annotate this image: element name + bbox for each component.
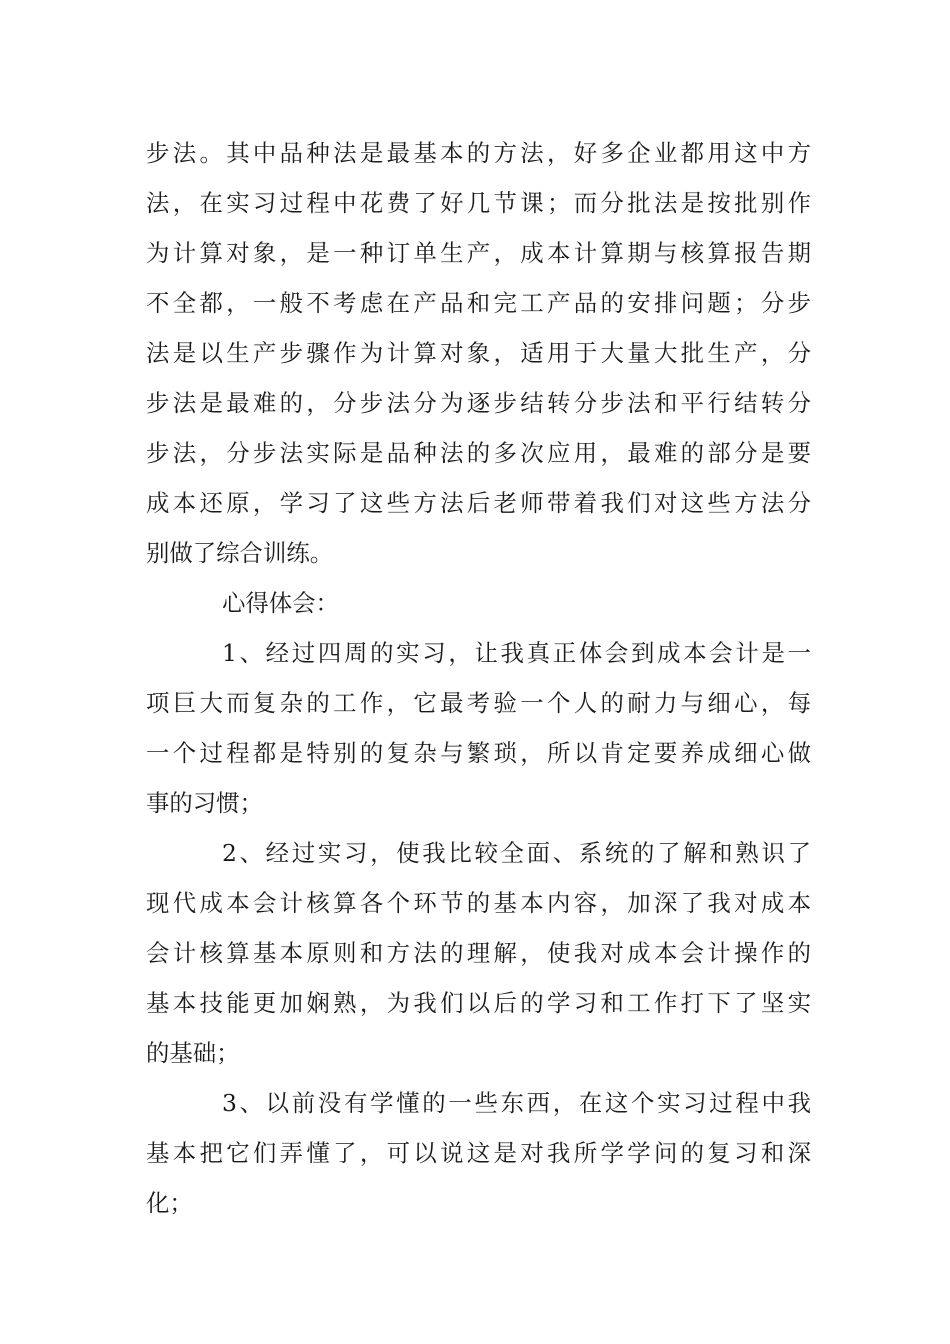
text-line: 化； — [146, 1189, 193, 1217]
text-line: 3、以前没有学懂的一些东西，在这个实习过程中我 — [222, 1089, 811, 1117]
text-line: 法，在实习过程中花费了好几节课；而分批法是按批别作 — [146, 189, 811, 217]
text-line: 步法是最难的，分步法分为逐步结转分步法和平行结转分 — [146, 389, 811, 417]
section-heading — [146, 578, 811, 628]
text-line: 别做了综合训练。 — [146, 539, 334, 567]
text-line: 2、经过实习，使我比较全面、系统的了解和熟识了 — [222, 839, 811, 867]
text-line: 一个过程都是特别的复杂与繁琐，所以肯定要养成细心做 — [146, 739, 811, 767]
text-line: 基本技能更加娴熟，为我们以后的学习和工作打下了坚实 — [146, 989, 811, 1017]
text-line: 事的习惯； — [146, 789, 263, 817]
text-line: 法是以生产步骤作为计算对象，适用于大量大批生产，分 — [146, 339, 811, 367]
paragraph-point-1 — [146, 628, 811, 828]
text-line: 不全都，一般不考虑在产品和完工产品的安排问题；分步 — [146, 289, 811, 317]
text-line: 步法，分步法实际是品种法的多次应用，最难的部分是要 — [146, 439, 811, 467]
paragraph-point-2 — [146, 828, 811, 1078]
text-line: 成本还原，学习了这些方法后老师带着我们对这些方法分 — [146, 489, 811, 517]
text-line: 基本把它们弄懂了，可以说这是对我所学学问的复习和深 — [146, 1139, 811, 1167]
text-line: 现代成本会计核算各个环节的基本内容，加深了我对成本 — [146, 889, 811, 917]
paragraph-point-3 — [146, 1078, 811, 1228]
paragraph-cost-methods — [146, 128, 811, 578]
text-line: 会计核算基本原则和方法的理解，使我对成本会计操作的 — [146, 939, 811, 967]
document-body — [146, 128, 811, 1228]
text-line: 的基础； — [146, 1039, 240, 1067]
text-line: 1、经过四周的实习，让我真正体会到成本会计是一 — [222, 639, 811, 667]
text-line: 项巨大而复杂的工作，它最考验一个人的耐力与细心，每 — [146, 689, 811, 717]
text-line: 步法。其中品种法是最基本的方法，好多企业都用这中方 — [146, 139, 811, 167]
heading-text: 心得体会： — [222, 589, 339, 617]
text-line: 为计算对象，是一种订单生产，成本计算期与核算报告期 — [146, 239, 811, 267]
